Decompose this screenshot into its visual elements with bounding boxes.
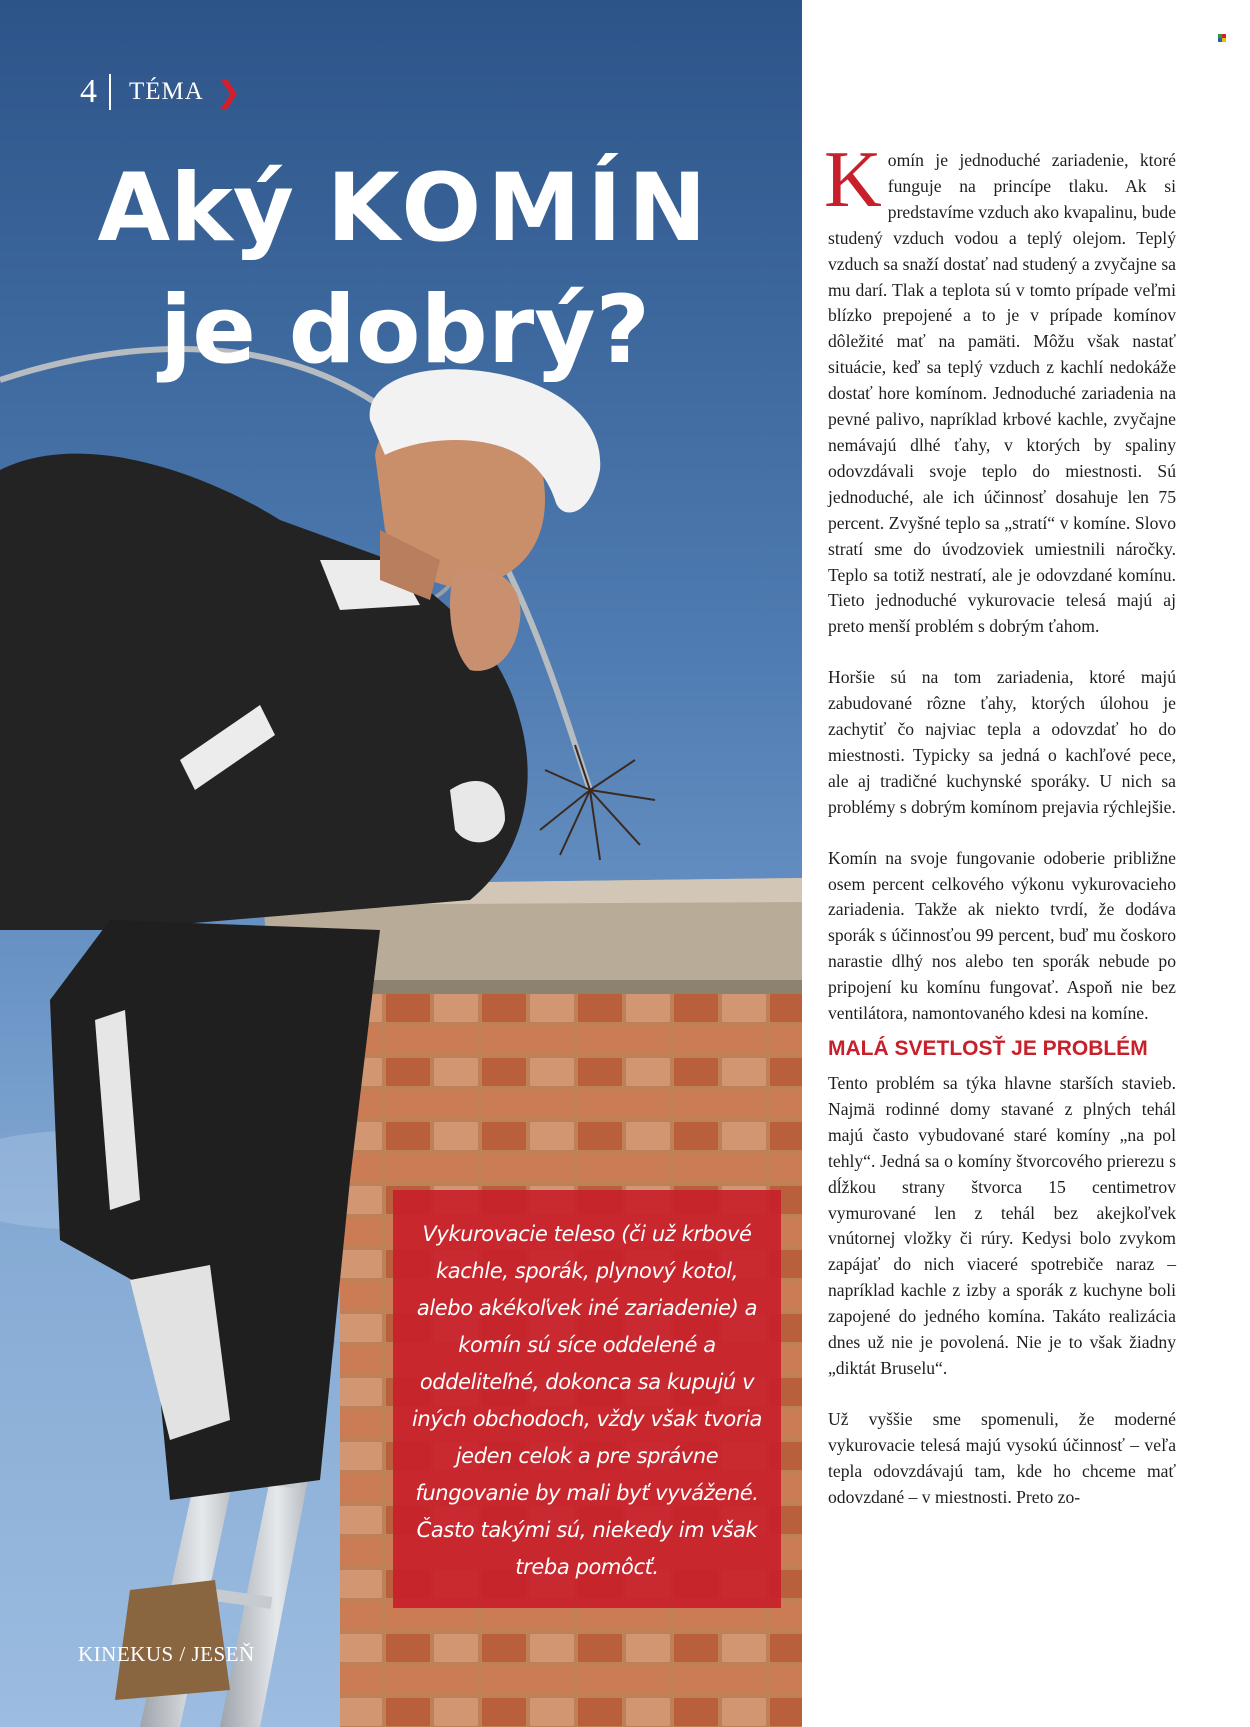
paragraph-4: Tento problém sa týka hlavne starších stavieb. Najmä rodinné domy stavané z plných tehál majú často vybudované staré komíny „na pol tehly“. Jedná sa o komíny štvorcového prierezu s dĺžkou strany štvorca 15 centimetrov vymurované len z tehál bez akejkoľvek vnútornej vložky či rúry. Kedysi bolo zvykom zapájať do nich viaceré spotrebiče naraz – napríklad kachle z izby a sporák z kuchyne boli zapojené do jedného komína. Takáto realizácia dnes už nie je povolená. Nie je to však žiadny „diktát Bruselu“. bbox=[828, 1073, 1176, 1378]
paragraph-1 bbox=[824, 136, 1176, 640]
section-subheading: MALÁ SVETLOSŤ JE PROBLÉM bbox=[828, 1037, 1148, 1060]
header-divider bbox=[109, 74, 111, 110]
title-line-2: je dobrý? bbox=[159, 276, 650, 385]
paragraph-1-text: omín je jednoduché zariadenie, ktoré funguje na princípe tlaku. Ak si predstavíme vzduch ako kvapalinu, bude studený vzduch vodou a teplý olejom. Teplý vzduch sa snaží dostať nad studený a zvyčajne sa mu darí. Tlak a teplota sú v tomto prípade veľmi blízko prepojené a to je v prípade komínov dôležité mať na pamäti. Môžu však nastať situácie, keď sa teplý vzduch z kachlí nedokáže dostať hore komínom. Jednoduché zariadenia na pevné palivo, napríklad krbové kachle, zvyčajne nemávajú dlhé ťahy, v ktorých by spaliny odovzdávali svoje teplo do miestnosti. Sú jednoduché, ale ich účinnosť dosahuje len 75 percent. Zvyšné teplo sa „stratí“ v komíne. Slovo stratí sme do úvodzoviek umiestnili náročky. Teplo sa totiž nestratí, ale je odovzdané komínu. Tieto jednoduché vykurovacie telesá majú aj preto menší problém s dobrým ťahom. bbox=[828, 150, 1176, 637]
paragraph-2: Horšie sú na tom zariadenia, ktoré majú zabudované rôzne ťahy, ktorých úlohou je zachytiť čo najviac tepla a odovzdať ho do miestnosti. Typicky sa jedná o kachľové pece, ale aj tradičné kuchynské sporáky. U nich sa problémy s dobrým komínom prejavia rýchlejšie. bbox=[828, 667, 1176, 817]
pull-quote-box bbox=[393, 1190, 781, 1608]
page-header bbox=[80, 72, 241, 112]
paragraph-3: Komín na svoje fungovanie odoberie približne osem percent celkového výkonu vykurovacieho zariadenia. Takže ak niekto tvrdí, že dodáva sporák s účinnosťou 99 percent, buď mu čoskoro narastie dlhý nos alebo ten sporák nebude po pripojení ku komínu fungovať. Aspoň nie bez ventilátora, namontovaného kdesi na komíne. bbox=[828, 847, 1176, 1024]
pull-quote-text: Vykurovacie teleso (či už krbové kachle, sporák, plynový kotol, alebo akékoľvek iné zariadenie) a komín sú síce oddelené a oddeliteľné, dokonca sa kupujú v iných obchodoch, vždy však tvoria jeden celok a pre správne fungovanie by mali byť vyvážené. Často takými sú, niekedy im však treba pomôcť. bbox=[412, 1222, 762, 1579]
section-label: TÉMA bbox=[129, 78, 204, 105]
article-column bbox=[824, 136, 1176, 1536]
chevron-right-icon: ❯ bbox=[215, 74, 241, 110]
title-word-aky: Aký bbox=[97, 154, 295, 263]
title-line-1 bbox=[60, 148, 750, 270]
title-word-komin: KOMÍN bbox=[326, 154, 713, 263]
page-number: 4 bbox=[80, 73, 97, 110]
paragraph-5: Už vyššie sme spomenuli, že moderné vykurovacie telesá majú vysokú účinnosť – veľa tepla odovzdávajú tam, kde ho chceme mať odovzdané – v miestnosti. Preto zo- bbox=[828, 1408, 1176, 1507]
page-title bbox=[60, 148, 750, 392]
magazine-footer: KINEKUS / JESEŇ bbox=[78, 1642, 255, 1666]
corner-mark-icon bbox=[1218, 34, 1226, 42]
drop-cap: K bbox=[824, 136, 882, 224]
